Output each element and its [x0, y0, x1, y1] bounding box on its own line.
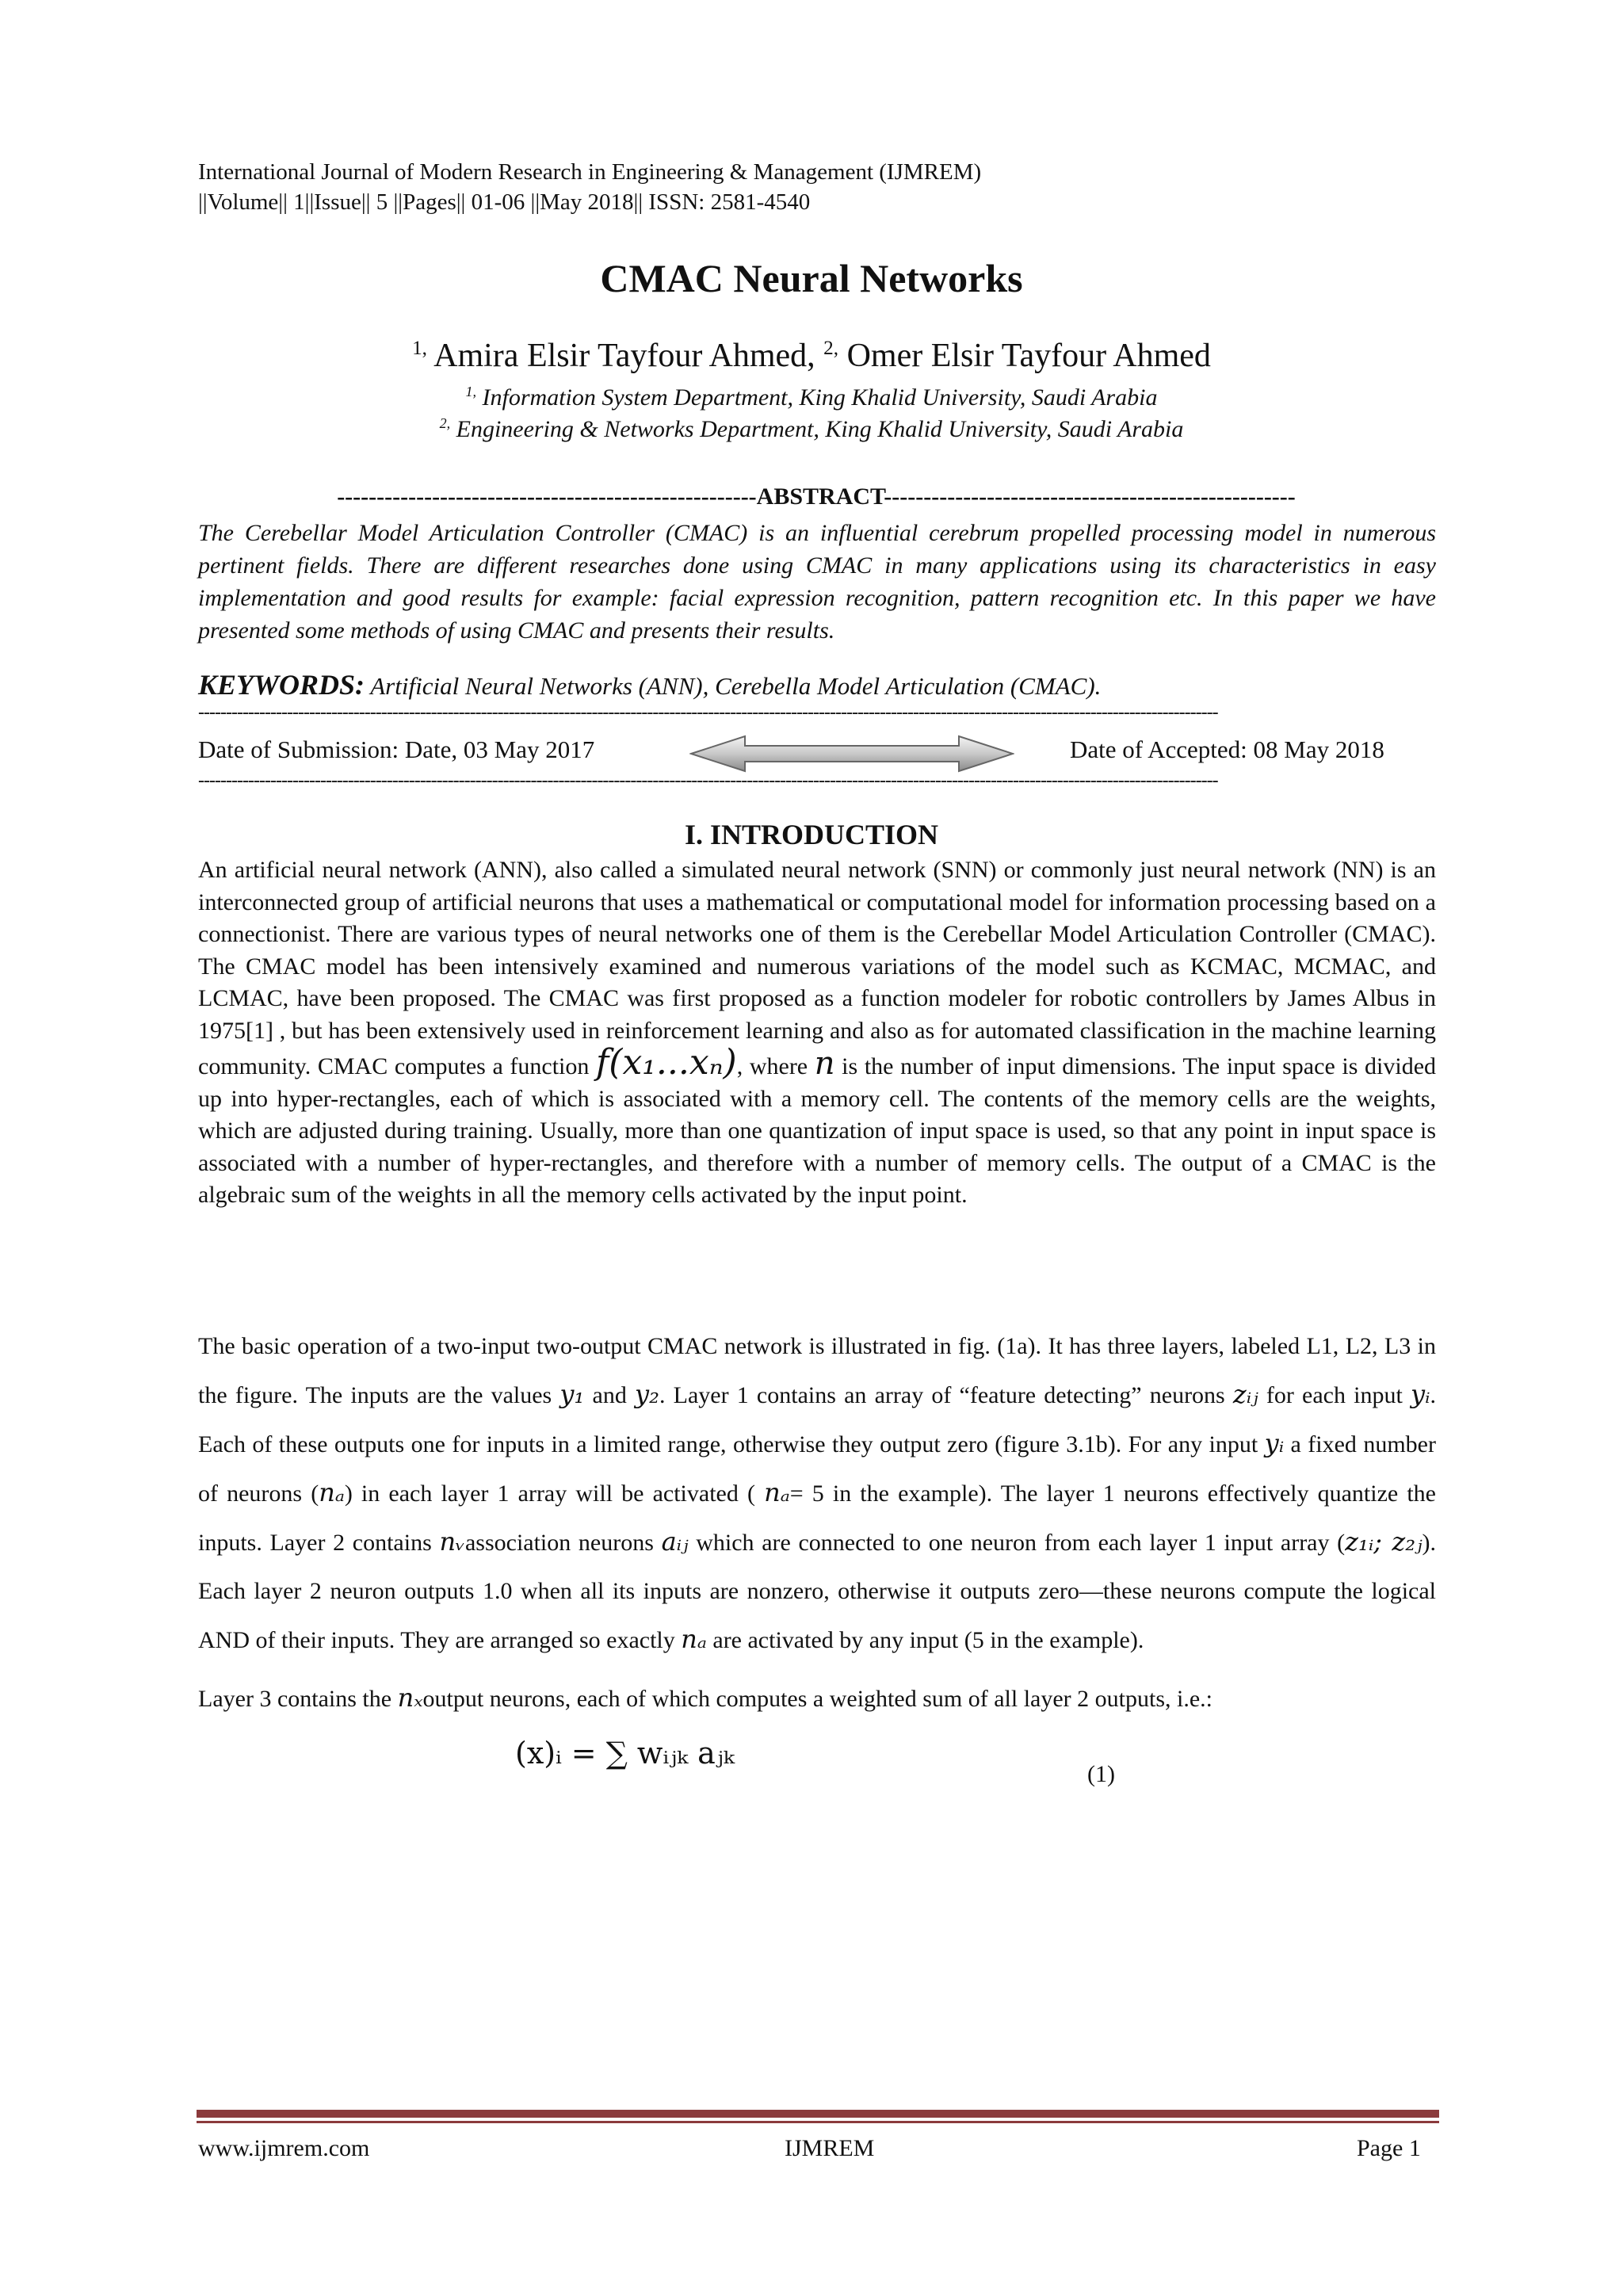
author-2: Omer Elsir Tayfour Ahmed	[846, 338, 1211, 374]
p3-text-b: output neurons, each of which computes a weighted sum of all layer 2 outputs, i.e.:	[422, 1686, 1212, 1712]
accepted-date: Date of Accepted: 08 May 2018	[1070, 735, 1384, 763]
intro-paragraph-1	[198, 854, 1436, 1212]
affiliation-2-text: Engineering & Networks Department, King Khalid University, Saudi Arabia	[456, 416, 1184, 442]
affiliation-1	[0, 384, 1623, 411]
symbol-z1i-z2j: z₁ᵢ; z₂ⱼ	[1345, 1526, 1423, 1557]
keywords-label: KEYWORDS:	[198, 669, 365, 701]
p2-text-11: are activated by any input (5 in the example).	[712, 1627, 1144, 1653]
paper-title: CMAC Neural Networks	[600, 256, 1023, 300]
affiliation-1-sup: 1,	[465, 384, 477, 399]
keywords-text: Artificial Neural Networks (ANN), Cerebella Model Articulation (CMAC).	[370, 672, 1102, 700]
symbol-nv: nᵥ	[439, 1526, 465, 1557]
separator-top: ----------------------------------------------------------------------------------------------------------------------------------------------------------------------------------------	[198, 702, 1218, 723]
p2-text-2: . Layer 1 contains an array of “feature detecting” neurons	[659, 1382, 1225, 1408]
submission-date: Date of Submission: Date, 03 May 2017	[198, 735, 595, 763]
intro-p1-text-a: An artificial neural network (ANN), also called a simulated neural network (SNN) or commonly just neural network (NN) is an interconnected group of artificial neurons that uses a mathematical or computational model for information processing based on a connectionist. There are various types of neural networks one of them is the Cerebellar Model Articulation Controller (CMAC). The CMAC model has been intensively examined and numerous variations of the model such as KCMAC, MCMAC, and LCMAC, have been proposed. The CMAC was first proposed as a function modeler for robotic controllers by James Albus in 1975[1] , but has been extensively used in reinforcement learning and also as for automated classification in the machine learning community. CMAC computes a function	[198, 857, 1436, 1079]
author-1-sup: 1,	[412, 338, 427, 359]
p2-text-5: a fixed number of neurons (	[198, 1431, 1436, 1507]
p2-text-1: The basic operation of a two-input two-output CMAC network is illustrated in fig. (1a). It has three layers, labeled L1, L2, L3 in the figure. The inputs are the values	[198, 1333, 1436, 1408]
author-list	[0, 337, 1623, 375]
p3-text-a: Layer 3 contains the	[198, 1686, 392, 1712]
equation-number: (1)	[1087, 1761, 1115, 1787]
p2-text-4: . Each of these outputs one for inputs in a limited range, otherwise they output zero (figure 3.1b). For any input	[198, 1382, 1437, 1457]
author-2-sup: 2,	[823, 338, 839, 359]
intro-paragraph-3	[198, 1682, 1436, 1716]
affiliation-1-text: Information System Department, King Khalid University, Saudi Arabia	[482, 384, 1158, 411]
section-heading-introduction: I. INTRODUCTION	[684, 819, 939, 850]
symbol-y1: y₁	[559, 1379, 585, 1409]
equation-1: (x)ᵢ = ∑ wᵢⱼₖ aⱼₖ	[515, 1736, 735, 1771]
p2-text-8: association neurons	[464, 1530, 654, 1556]
abstract-text: The Cerebellar Model Articulation Controller (CMAC) is an influential cerebrum propelled processing model in numerous pertinent fields. There are different researches done using CMAC in many applications using its characteristics in easy implementation and good results for example: facial expression recognition, pattern recognition etc. In this paper we have presented some methods of using CMAC and presents their results.	[198, 520, 1436, 644]
p2-text-9: which are connected to one neuron from each layer 1 input array (	[696, 1530, 1346, 1556]
symbol-na: nₐ	[319, 1477, 345, 1507]
symbol-na-2: nₐ	[764, 1477, 790, 1507]
p2-text-10: ). Each layer 2 neuron outputs 1.0 when all its inputs are nonzero, otherwise it outputs zero—these neurons compute the logical AND of their inputs. They are arranged so exactly	[198, 1530, 1437, 1653]
footer-rule-thick	[197, 2110, 1439, 2118]
keywords	[198, 668, 1436, 701]
symbol-nx: nₓ	[397, 1683, 423, 1713]
symbol-y2: y₂	[635, 1379, 659, 1409]
symbol-yi-2: yᵢ	[1264, 1428, 1285, 1458]
footer-journal: IJMREM	[785, 2135, 875, 2161]
symbol-aij: aᵢⱼ	[661, 1526, 689, 1557]
affiliation-2-sup: 2,	[439, 415, 451, 431]
symbol-na-3: nₐ	[681, 1624, 707, 1654]
intro-p1-text-c: is the number of input dimensions. The input space is divided up into hyper-rectangles, each of which is associated with a memory cell. The contents of the memory cells are the weights, which are adjusted during training. Usually, more than one quantization of input space is used, so that any point in input space is associated with a number of hyper-rectangles, and therefore with a number of memory cells. The output of a CMAC is the algebraic sum of the weights in all the memory cells activated by the input point.	[198, 1053, 1437, 1208]
journal-volume: ||Volume|| 1||Issue|| 5 ||Pages|| 01-06 ||May 2018|| ISSN: 2581-4540	[198, 189, 811, 215]
intro-p1-text-b: , where	[736, 1053, 808, 1079]
symbol-yi: yᵢ	[1411, 1379, 1430, 1409]
p2-text-6: ) in each layer 1 array will be activated (	[344, 1480, 755, 1507]
affiliation-2	[0, 416, 1623, 443]
formula-f: f(x₁...xₙ)	[596, 1042, 737, 1083]
footer-website: www.ijmrem.com	[198, 2135, 370, 2161]
footer-rule-thin	[197, 2121, 1439, 2123]
intro-paragraph-2	[198, 1322, 1436, 1664]
p2-text-3: for each input	[1266, 1382, 1403, 1408]
journal-header	[198, 157, 981, 217]
p2-text-7: = 5 in the example). The layer 1 neurons effectively quantize the inputs. Layer 2 contains	[198, 1480, 1436, 1556]
separator-bottom: ----------------------------------------------------------------------------------------------------------------------------------------------------------------------------------------	[198, 770, 1218, 791]
footer-page-number: Page 1	[1357, 2135, 1421, 2161]
double-arrow-icon	[689, 734, 1014, 774]
symbol-zij: zᵢⱼ	[1232, 1379, 1258, 1409]
abstract-heading: -----------------------------------------------------ABSTRACT----------------------------------------------------	[337, 483, 1296, 510]
journal-name: International Journal of Modern Research in Engineering & Management (IJMREM)	[198, 159, 982, 185]
author-1: Amira Elsir Tayfour Ahmed,	[433, 338, 815, 374]
p2-text-and: and	[592, 1382, 627, 1408]
symbol-n: n	[814, 1045, 835, 1082]
